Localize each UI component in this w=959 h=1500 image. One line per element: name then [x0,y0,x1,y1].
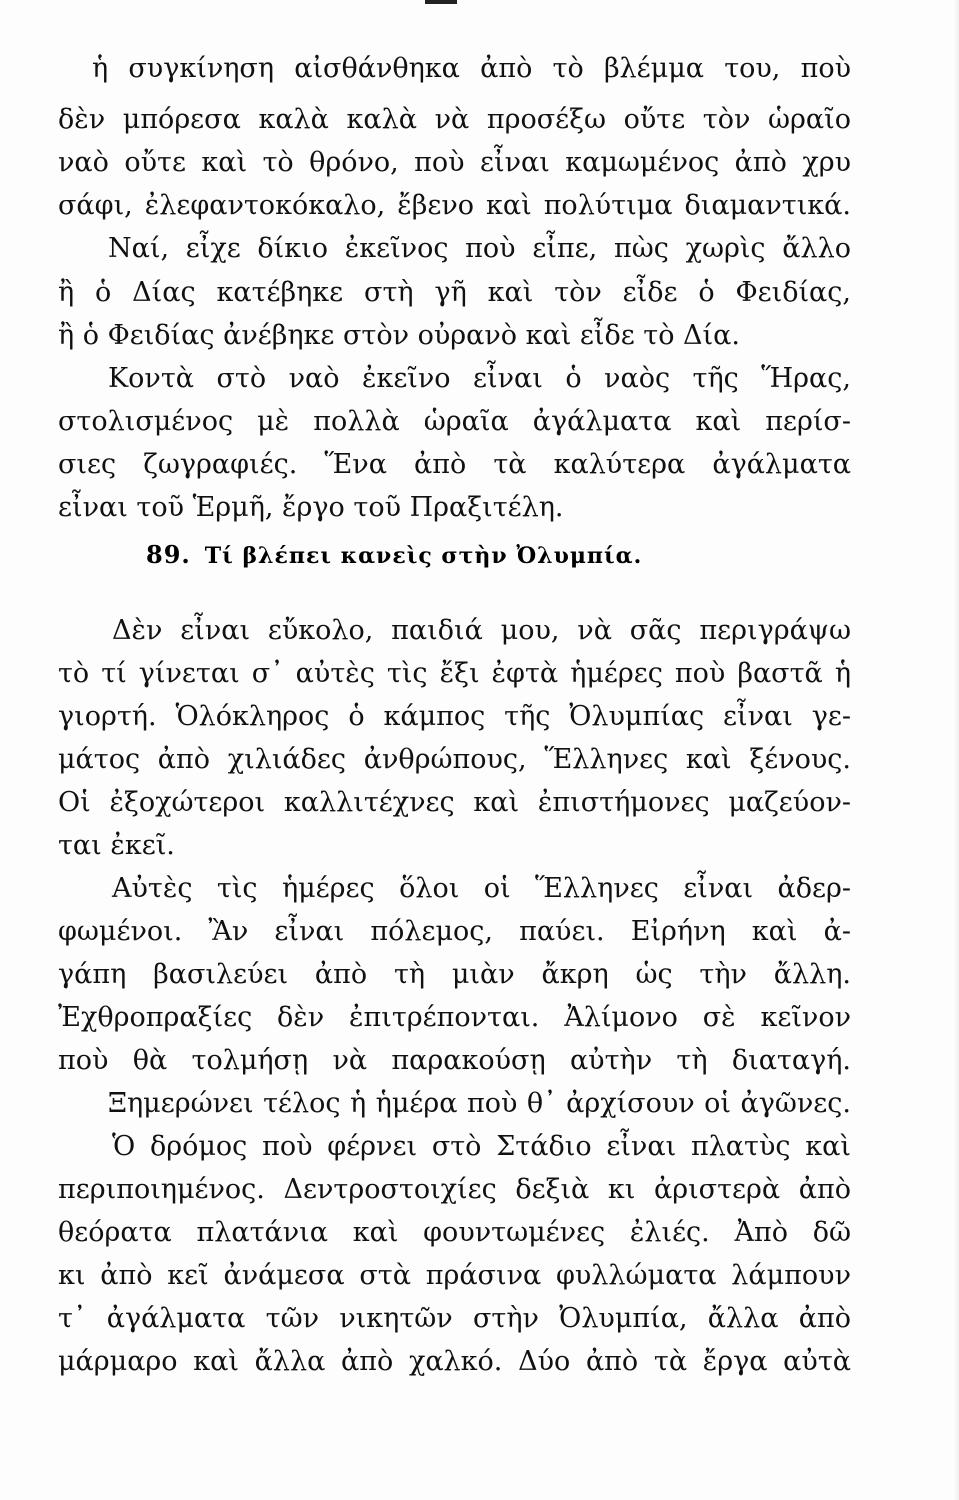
text-line: ἡ συγκίνηση αἰσθάνθηκα ἀπὸ τὸ βλέμμα του, ποὺ [92,53,851,84]
section-number: 89. [146,540,191,569]
text-line: σάφι, ἐλεφαντοκόκαλο, ἔβενο καὶ πολύτιμα διαμαντικά. [58,190,851,221]
text-line: κι ἀπὸ κεῖ ἀνάμεσα στὰ πράσινα φυλλώματα λάμπουν [58,1260,851,1291]
text-line: ποὺ θὰ τολμήσῃ νὰ παρακούσῃ αὐτὴν τὴ διαταγή. [58,1045,851,1076]
page-edge [953,0,959,1500]
text-line: Οἱ ἐξοχώτεροι καλλιτέχνες καὶ ἐπιστήμονες μαζεύον- [58,787,851,818]
text-line: τὸ τί γίνεται σ᾽ αὐτὲς τὶς ἔξι ἐφτὰ ἡμέρες ποὺ βαστᾶ ἡ [58,658,851,689]
text-line: τ᾽ ἀγάλματα τῶν νικητῶν στὴν Ὀλυμπία, ἄλλα ἀπὸ [58,1303,851,1334]
text-line: γιορτή. Ὁλόκληρος ὁ κάμπος τῆς Ὀλυμπίας εἶναι γε- [58,701,851,732]
text-line: Ἐχθροπραξίες δὲν ἐπιτρέπονται. Ἀλίμονο σὲ κεῖνον [58,1002,851,1033]
text-line: ναὸ οὔτε καὶ τὸ θρόνο, ποὺ εἶναι καμωμένος ἀπὸ χρυ [58,147,851,178]
text-line: ἢ ὁ Φειδίας ἀνέβηκε στὸν οὐρανὸ καὶ εἶδε τὸ Δία. [58,320,740,351]
text-line: μάρμαρο καὶ ἄλλα ἀπὸ χαλκό. Δύο ἀπὸ τὰ ἔργα αὐτὰ [58,1346,851,1377]
text-line: Ναί, εἶχε δίκιο ἐκεῖνος ποὺ εἶπε, πὼς χωρὶς ἄλλο [108,233,851,264]
text-line: Αὐτὲς τὶς ἡμέρες ὅλοι οἱ Ἕλληνες εἶναι ἀδερ- [112,873,851,904]
text-line: γάπη βασιλεύει ἀπὸ τὴ μιὰν ἄκρη ὡς τὴν ἄλλη. [58,959,851,990]
text-line: δὲν μπόρεσα καλὰ καλὰ νὰ προσέξω οὔτε τὸν ὡραῖο [58,104,851,135]
text-line: εἶναι τοῦ Ἑρμῆ, ἔργο τοῦ Πραξιτέλη. [58,492,564,523]
text-line: Ξημερώνει τέλος ἡ ἡμέρα ποὺ θ᾽ ἀρχίσουν οἱ ἀγῶνες. [108,1088,851,1119]
page-number-fragment [425,0,457,4]
text-line: φωμένοι. Ἂν εἶναι πόλεμος, παύει. Εἰρήνη καὶ ἀ- [58,916,851,947]
text-line: Δὲν εἶναι εὔκολο, παιδιά μου, νὰ σᾶς περιγράψω [112,615,851,646]
text-line: περιποιημένος. Δεντροστοιχίες δεξιὰ κι ἀριστερὰ ἀπὸ [58,1174,851,1205]
text-line: θεόρατα πλατάνια καὶ φουντωμένες ἐλιές. Ἀπὸ δῶ [58,1217,851,1248]
text-line: ται ἐκεῖ. [58,830,175,861]
section-title: Τί βλέπει κανεὶς στὴν Ὀλυμπία. [204,543,643,569]
text-line: Ὁ δρόμος ποὺ φέρνει στὸ Στάδιο εἶναι πλατὺς καὶ [112,1131,851,1162]
section-heading [146,540,642,569]
text-line: Κοντὰ στὸ ναὸ ἐκεῖνο εἶναι ὁ ναὸς τῆς Ἥρας, [108,363,851,394]
text-line: ἢ ὁ Δίας κατέβηκε στὴ γῆ καὶ τὸν εἶδε ὁ Φειδίας, [58,277,851,308]
text-line: στολισμένος μὲ πολλὰ ὡραῖα ἀγάλματα καὶ περίσ- [58,406,851,437]
text-line: σιες ζωγραφιές. Ἕνα ἀπὸ τὰ καλύτερα ἀγάλματα [58,449,851,480]
text-line: μάτος ἀπὸ χιλιάδες ἀνθρώπους, Ἕλληνες καὶ ξένους. [58,744,851,775]
